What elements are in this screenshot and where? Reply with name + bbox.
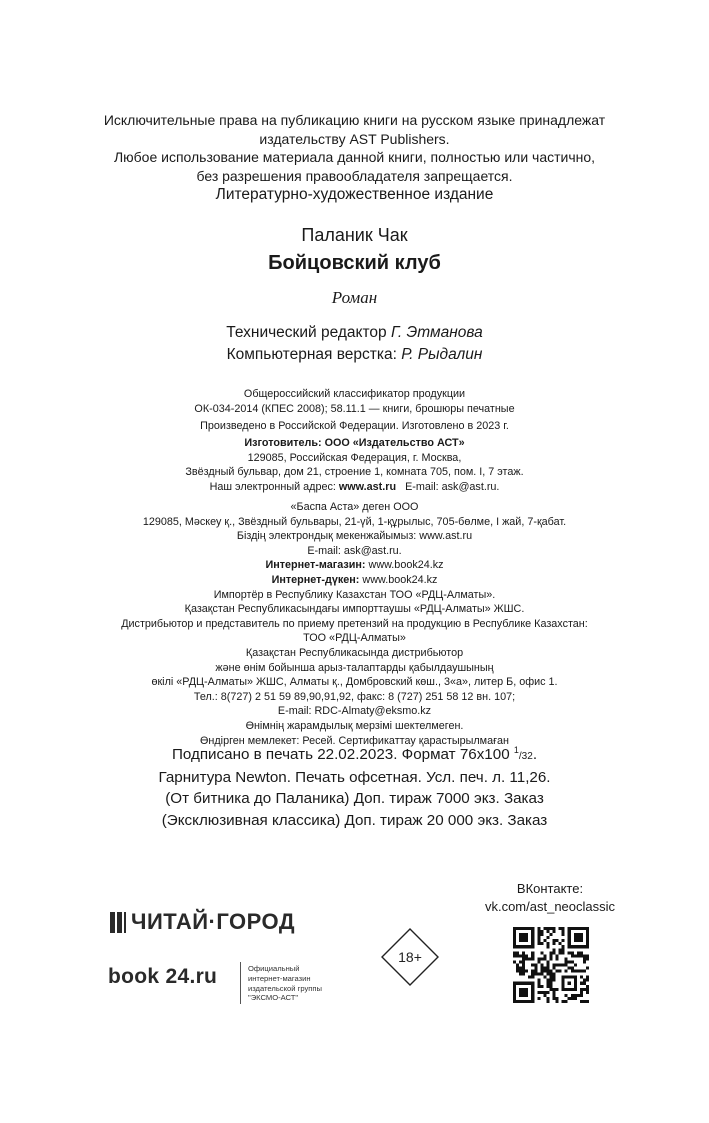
book24-desc-line-4: "ЭКСМО-АСТ" xyxy=(248,993,299,1003)
email-label: Наш электронный адрес: xyxy=(209,480,336,493)
print-line-2: Гарнитура Newton. Печать офсетная. Усл. печ. л. 11,26. xyxy=(158,769,551,787)
kz-line-4: E-mail: ask@ast.ru. xyxy=(307,544,402,557)
kz-line-11: Қазақстан Республикасында дистрибьютор xyxy=(245,646,464,659)
author: Паланик Чак xyxy=(301,225,408,245)
book24-desc-line-1: Официальный xyxy=(248,964,300,973)
tech-editor-name: Г. Этманова xyxy=(390,324,483,341)
rights-line-2: издательству AST Publishers. xyxy=(259,130,450,147)
kz-line-2: 129085, Мәскеу қ., Звёздный бульвары, 21-үй, 1-құрылыс, 705-бөлме, I жай, 7-қабат. xyxy=(142,515,567,528)
book-title: Бойцовский клуб xyxy=(268,252,441,274)
manufacturer-address-2: Звёздный бульвар, дом 21, строение 1, комната 705, пом. I, 7 этаж. xyxy=(185,466,524,479)
kz-line-12: және өнім бойынша арыз-талаптарды қабылдаушының xyxy=(215,661,494,674)
vk-label: ВКонтакте: xyxy=(516,881,584,896)
kz-line-15: E-mail: RDC-Almaty@eksmo.kz xyxy=(277,705,432,718)
qr-code-icon xyxy=(513,927,589,1003)
layout-label: Компьютерная верстка: xyxy=(226,346,397,363)
format-fraction-den: /32 xyxy=(518,751,533,763)
format-fraction-num: 1 xyxy=(513,745,519,755)
print-line-1-text: Подписано в печать 22.02.2023. Формат 76х100 xyxy=(171,746,510,764)
email-link[interactable]: E-mail: ask@ast.ru. xyxy=(405,480,500,493)
kz-line-10: ТОО «РДЦ-Алматы» xyxy=(303,632,406,645)
book-subtitle: Роман xyxy=(331,288,378,307)
rights-notice xyxy=(0,111,709,185)
kz-online-shop xyxy=(0,573,709,588)
credits xyxy=(0,322,709,366)
kz-line-1: «Баспа Аста» деген ООО xyxy=(290,501,419,513)
online-shop-link[interactable]: www.book24.kz xyxy=(362,573,438,586)
layout-name: Р. Рыдалин xyxy=(401,346,483,363)
genre: Литературно-художественное издание xyxy=(215,186,494,203)
manufacturer-address-1: 129085, Российская Федерация, г. Москва, xyxy=(247,451,462,464)
book24-divider xyxy=(240,962,241,1004)
kz-line-8: Қазақстан Республикасындағы импорттаушы «РДЦ-Алматы» ЖШС. xyxy=(184,603,525,616)
kz-line-17: Өндірген мемлекет: Ресей. Сертификаттау қарастырылмаған xyxy=(200,734,509,747)
manufacturer-contacts xyxy=(0,480,709,495)
book24-desc-line-3: издательской группы xyxy=(248,983,322,993)
kz-line-14: Тел.: 8(727) 2 51 59 89,90,91,92, факс: 8 (727) 251 58 12 вн. 107; xyxy=(193,690,516,703)
online-store-label: Интернет-магазин: xyxy=(265,559,366,572)
kz-line-3: Біздің электрондық мекенжайымыз: www.ast.ru xyxy=(236,530,473,543)
rights-line-1: Исключительные права на публикацию книги на русском языке принадлежат xyxy=(103,112,606,128)
chitai-gorod-wordmark: ЧИТАЙ·ГОРОД xyxy=(131,909,296,934)
age-rating-badge xyxy=(381,928,439,986)
classifier-line-2: ОК-034-2014 (КПЕС 2008); 58.11.1 — книги, брошюры печатные xyxy=(194,402,515,415)
kz-line-16: Өнімнің жарамдылық мерзімі шектелмеген. xyxy=(245,719,464,732)
print-line-1 xyxy=(0,740,709,767)
print-info xyxy=(0,740,709,831)
kazakhstan-info xyxy=(0,500,709,748)
vk-link[interactable]: vk.com/ast_neoclassic xyxy=(484,899,616,914)
book24-description xyxy=(248,964,322,1003)
chitai-gorod-logo-icon xyxy=(110,912,128,933)
rights-line-4: без разрешения правообладателя запрещается. xyxy=(196,167,513,184)
chitai-gorod-logo xyxy=(110,907,295,937)
online-store-link[interactable]: www.book24.kz xyxy=(368,559,444,572)
rights-line-3: Любое использование материала данной книги, полностью или частично, xyxy=(113,149,596,165)
tech-editor-label: Технический редактор xyxy=(226,324,387,341)
kz-online-store xyxy=(0,558,709,573)
product-classifier xyxy=(0,387,709,416)
kz-line-7: Импортёр в Республику Казахстан ТОО «РДЦ-Алматы». xyxy=(213,588,496,601)
tech-editor xyxy=(0,322,709,344)
manufacturer-label: Изготовитель: ООО «Издательство АСТ» xyxy=(244,437,465,449)
layout-credit xyxy=(0,344,709,366)
online-shop-label: Интернет-дүкен: xyxy=(271,573,360,586)
kz-line-13: өкілі «РДЦ-Алматы» ЖШС, Алматы қ., Домбровский көш., 3«а», литер Б, офис 1. xyxy=(151,676,558,689)
print-line-4: (Эксклюзивная классика) Доп. тираж 20 000 экз. Заказ xyxy=(161,811,548,829)
website-link[interactable]: www.ast.ru xyxy=(338,480,397,493)
print-line-1-end: . xyxy=(532,746,538,764)
vk-contact xyxy=(470,880,630,916)
produced-in: Произведено в Российской Федерации. Изготовлено в 2023 г. xyxy=(200,420,509,432)
book24-desc-line-2: интернет-магазин xyxy=(248,973,311,983)
book24-logo: book 24.ru xyxy=(108,965,218,988)
print-line-3: (От битника до Паланика) Доп. тираж 7000 экз. Заказ xyxy=(165,790,544,808)
manufacturer-info xyxy=(0,436,709,494)
age-rating-text: 18+ xyxy=(398,949,422,965)
kz-line-9: Дистрибьютор и представитель по приему претензий на продукцию в Республике Казахстан: xyxy=(121,617,588,630)
classifier-line-1: Общероссийский классификатор продукции xyxy=(243,388,466,400)
